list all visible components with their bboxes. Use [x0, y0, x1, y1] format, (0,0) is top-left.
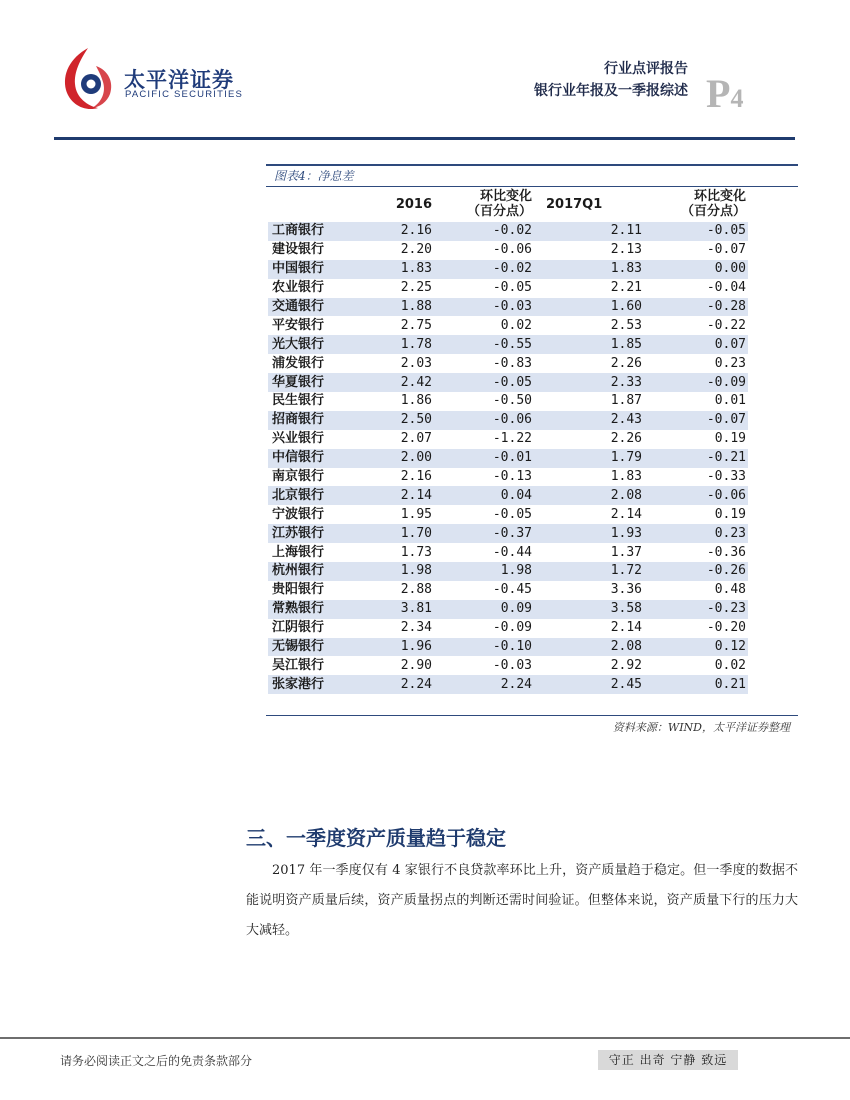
table-row [268, 675, 748, 694]
footer-disclaimer: 请务必阅读正文之后的免责条款部分 [60, 1054, 253, 1068]
change-2017q1: -0.07 [706, 242, 746, 258]
bank-name: 民生银行 [272, 393, 325, 409]
change-2016: -0.44 [492, 544, 532, 560]
header-2017q1: 2017Q1 [546, 196, 603, 212]
nim-2017q1: 1.87 [610, 393, 642, 409]
bank-name: 交通银行 [268, 298, 346, 317]
change-2016: -0.05 [434, 373, 534, 392]
nim-2016: 3.81 [346, 600, 434, 619]
change-2017q1: -0.06 [644, 486, 748, 505]
change-2017q1: -0.22 [706, 317, 746, 333]
change-2016: -0.10 [434, 638, 534, 657]
nim-2016: 2.16 [400, 469, 432, 485]
change-2016: -0.13 [492, 469, 532, 485]
change-2016: -0.02 [434, 260, 534, 279]
change-2017q1: 0.01 [714, 393, 746, 409]
nim-2017q1: 1.79 [534, 449, 644, 468]
bank-name: 中信银行 [268, 449, 346, 468]
table-row [268, 392, 748, 411]
change-2016: -0.50 [492, 393, 532, 409]
nim-2016: 2.50 [346, 411, 434, 430]
change-2016: -0.05 [492, 280, 532, 296]
nim-2016: 2.16 [346, 222, 434, 241]
table-row [268, 581, 748, 600]
change-2017q1: 0.07 [644, 335, 748, 354]
change-2016: -0.02 [434, 222, 534, 241]
nim-2016: 1.70 [346, 524, 434, 543]
nim-2017q1: 2.26 [610, 431, 642, 447]
table-row [268, 600, 748, 619]
change-2017q1: -0.07 [644, 411, 748, 430]
change-2016: 2.24 [434, 675, 534, 694]
change-2016: -0.01 [434, 449, 534, 468]
change-2016: 0.09 [434, 600, 534, 619]
nim-2017q1: 2.26 [610, 355, 642, 371]
net-interest-margin-table [268, 186, 748, 694]
bank-name: 工商银行 [268, 222, 346, 241]
nim-2016: 2.00 [346, 449, 434, 468]
table-row [268, 486, 748, 505]
nim-2016: 1.88 [346, 298, 434, 317]
nim-2017q1: 1.83 [610, 469, 642, 485]
change-2017q1: 0.21 [644, 675, 748, 694]
change-2017q1: -0.28 [644, 298, 748, 317]
table-row [268, 222, 748, 241]
nim-2016: 2.34 [400, 620, 432, 636]
nim-2017q1: 2.33 [534, 373, 644, 392]
bank-name: 农业银行 [272, 280, 325, 296]
table-row [268, 505, 748, 524]
nim-2016: 1.95 [400, 506, 432, 522]
nim-2016: 2.90 [400, 657, 432, 673]
nim-2016: 2.20 [400, 242, 432, 258]
table-row [268, 562, 748, 581]
table-row [268, 543, 748, 562]
change-2017q1: -0.36 [706, 544, 746, 560]
nim-2017q1: 2.21 [610, 280, 642, 296]
bank-name: 江阴银行 [272, 620, 325, 636]
nim-2017q1: 1.83 [534, 260, 644, 279]
change-2017q1: -0.05 [644, 222, 748, 241]
bank-name: 江苏银行 [268, 524, 346, 543]
table-row [268, 241, 748, 260]
change-2017q1: -0.21 [644, 449, 748, 468]
page-number [706, 71, 744, 116]
nim-2017q1: 2.08 [534, 486, 644, 505]
footer-divider [0, 1037, 850, 1039]
nim-2017q1: 1.85 [534, 335, 644, 354]
table-row [268, 335, 748, 354]
change-2017q1: -0.09 [644, 373, 748, 392]
table-row [268, 449, 748, 468]
section-body: 2017 年一季度仅有 4 家银行不良贷款率环比上升，资产质量趋于稳定。但一季度的数据不能说明资产质量后续，资产质量拐点的判断还需时间验证。但整体来说，资产质量下行的压力大大减轻。 [246, 863, 798, 938]
bank-name: 华夏银行 [268, 373, 346, 392]
header-change-2017q1-line2: （百分点） [680, 204, 746, 219]
change-2017q1: 0.19 [714, 506, 746, 522]
table-row [268, 298, 748, 317]
change-2017q1: 0.02 [714, 657, 746, 673]
table-row [268, 316, 748, 335]
footer-motto: 守正 出奇 宁静 致远 [598, 1050, 738, 1070]
header-change-2017q1-line1: 环比变化 [693, 189, 746, 204]
bank-name: 杭州银行 [268, 562, 346, 581]
nim-2016: 2.03 [400, 355, 432, 371]
nim-2017q1: 1.93 [534, 524, 644, 543]
nim-2016: 1.86 [400, 393, 432, 409]
nim-2016: 2.24 [346, 675, 434, 694]
bank-name: 兴业银行 [272, 431, 325, 447]
table-row [268, 373, 748, 392]
change-2016: -1.22 [492, 431, 532, 447]
nim-2016: 2.07 [400, 431, 432, 447]
data-source: 资料来源：WIND，太平洋证券整理 [612, 721, 790, 734]
brand-name-cn: 太平洋证券 [124, 68, 234, 92]
table-row [268, 638, 748, 657]
nim-2017q1: 2.14 [610, 620, 642, 636]
nim-2017q1: 3.58 [534, 600, 644, 619]
change-2017q1: 0.23 [644, 524, 748, 543]
table-row [268, 619, 748, 638]
bank-name: 光大银行 [268, 335, 346, 354]
table-row [268, 279, 748, 298]
change-2017q1: -0.04 [706, 280, 746, 296]
nim-2017q1: 3.36 [610, 582, 642, 598]
change-2016: 0.02 [500, 317, 532, 333]
bank-name: 南京银行 [272, 469, 325, 485]
header-bank [268, 186, 346, 222]
change-2017q1: 0.23 [714, 355, 746, 371]
page-digit: 4 [730, 84, 744, 113]
table-row [268, 524, 748, 543]
table-row [268, 354, 748, 373]
nim-2017q1: 2.45 [534, 675, 644, 694]
table-header-row [268, 186, 748, 222]
change-2017q1: 0.19 [714, 431, 746, 447]
change-2016: -0.03 [492, 657, 532, 673]
nim-2017q1: 2.08 [534, 638, 644, 657]
nim-2016: 1.98 [346, 562, 434, 581]
change-2016: -0.45 [492, 582, 532, 598]
nim-2017q1: 2.53 [610, 317, 642, 333]
bank-name: 吴江银行 [272, 657, 325, 673]
bank-name: 张家港行 [268, 675, 346, 694]
table-row [268, 468, 748, 487]
nim-2017q1: 1.60 [534, 298, 644, 317]
nim-2017q1: 2.14 [610, 506, 642, 522]
brand-name-en: PACIFIC SECURITIES [125, 89, 244, 100]
nim-2017q1: 2.92 [610, 657, 642, 673]
change-2016: -0.55 [434, 335, 534, 354]
bank-name: 北京银行 [268, 486, 346, 505]
nim-2016: 2.25 [400, 280, 432, 296]
page-letter: P [706, 71, 731, 116]
figure-caption: 图表4：净息差 [274, 169, 354, 183]
report-title: 银行业年报及一季报综述 [534, 83, 688, 99]
bank-name: 浦发银行 [272, 355, 325, 371]
section-title: 三、一季度资产质量趋于稳定 [246, 826, 506, 850]
bank-name: 上海银行 [272, 544, 325, 560]
header-change-2017q1 [644, 186, 748, 222]
nim-2017q1: 1.37 [610, 544, 642, 560]
figure-caption-bar [266, 164, 798, 187]
nim-2016: 1.78 [346, 335, 434, 354]
nim-2016: 1.96 [346, 638, 434, 657]
change-2016: -0.05 [492, 506, 532, 522]
change-2016: -0.37 [434, 524, 534, 543]
change-2016: -0.09 [492, 620, 532, 636]
nim-2016: 2.88 [400, 582, 432, 598]
change-2016: 1.98 [434, 562, 534, 581]
bank-name: 招商银行 [268, 411, 346, 430]
header-divider [54, 137, 795, 140]
nim-2016: 2.75 [400, 317, 432, 333]
change-2016: -0.03 [434, 298, 534, 317]
header-change-2016 [434, 186, 534, 222]
bank-name: 建设银行 [272, 242, 325, 258]
change-2016: -0.06 [492, 242, 532, 258]
report-type: 行业点评报告 [604, 61, 688, 77]
bank-name: 平安银行 [272, 317, 325, 333]
company-logo [58, 44, 118, 116]
bank-name: 贵阳银行 [272, 582, 325, 598]
nim-2016: 2.14 [346, 486, 434, 505]
change-2017q1: -0.23 [644, 600, 748, 619]
header-change-2016-line1: 环比变化 [479, 189, 532, 204]
change-2017q1: 0.12 [644, 638, 748, 657]
table-row [268, 430, 748, 449]
nim-2016: 2.42 [346, 373, 434, 392]
nim-2017q1: 1.72 [534, 562, 644, 581]
bank-name: 常熟银行 [268, 600, 346, 619]
change-2017q1: -0.33 [706, 469, 746, 485]
table-row [268, 411, 748, 430]
nim-2016: 1.83 [346, 260, 434, 279]
table-row [268, 656, 748, 675]
bank-name: 无锡银行 [268, 638, 346, 657]
bank-name: 宁波银行 [272, 506, 325, 522]
nim-2017q1: 2.11 [534, 222, 644, 241]
change-2017q1: 0.48 [714, 582, 746, 598]
change-2017q1: 0.00 [644, 260, 748, 279]
change-2016: -0.83 [492, 355, 532, 371]
change-2016: -0.06 [434, 411, 534, 430]
change-2017q1: -0.26 [644, 562, 748, 581]
nim-2017q1: 2.13 [610, 242, 642, 258]
table-row [268, 260, 748, 279]
bank-name: 中国银行 [268, 260, 346, 279]
change-2017q1: -0.20 [706, 620, 746, 636]
nim-2016: 1.73 [400, 544, 432, 560]
header-2016: 2016 [395, 196, 432, 212]
change-2016: 0.04 [434, 486, 534, 505]
header-change-2016-line2: （百分点） [466, 204, 532, 219]
table-bottom-rule [266, 715, 798, 716]
nim-2017q1: 2.43 [534, 411, 644, 430]
